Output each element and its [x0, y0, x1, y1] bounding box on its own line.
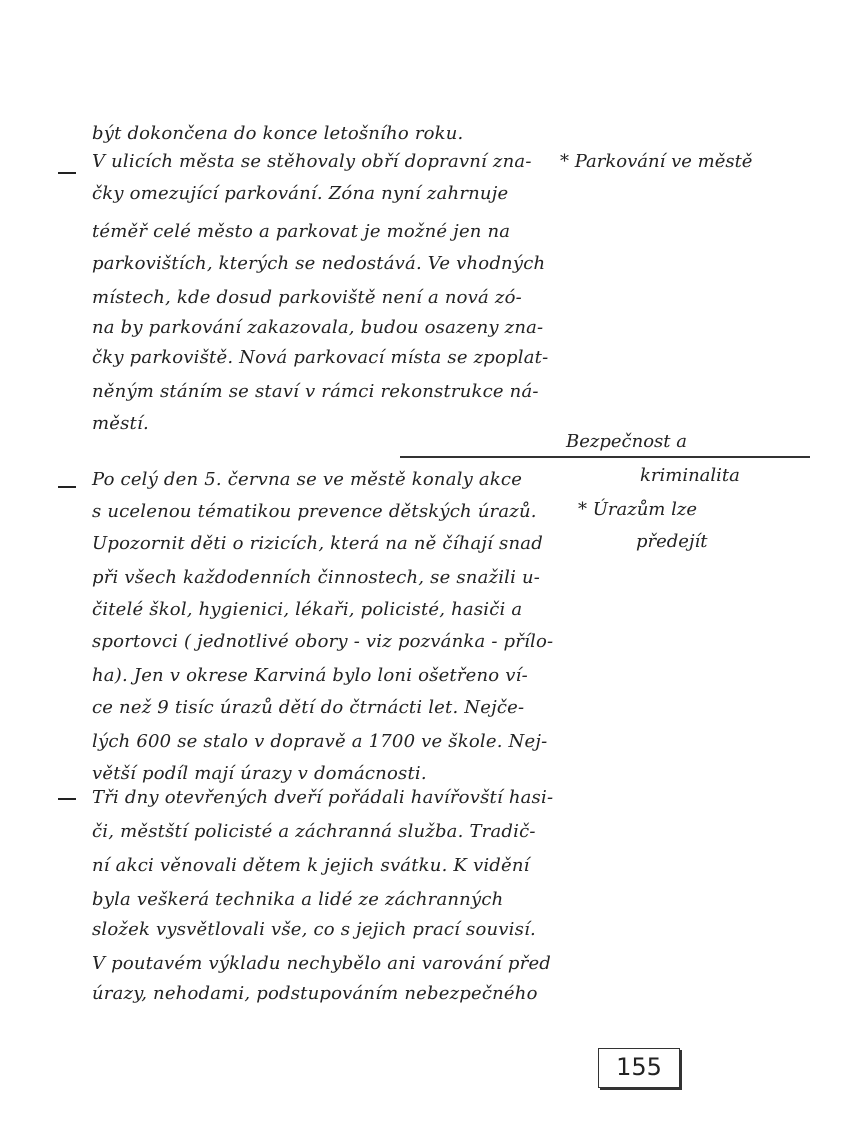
text-line: čky omezující parkování. Zóna nyní zahrnuje: [92, 183, 509, 204]
text-line: městí.: [92, 413, 149, 434]
text-line: téměř celé město a parkovat je možné jen na: [92, 221, 511, 242]
text-line: V poutavém výkladu nechybělo ani varování před: [92, 953, 552, 974]
text-line: lých 600 se stalo v dopravě a 1700 ve škole. Nej-: [92, 731, 548, 752]
text-line: byla veškerá technika a lidé ze záchranných: [92, 889, 504, 910]
text-line: či, městští policisté a záchranná služba. Tradič-: [92, 821, 536, 842]
text-line: čky parkoviště. Nová parkovací místa se zpoplat-: [92, 347, 549, 368]
text-line: ha). Jen v okrese Karviná bylo loni ošetřeno ví-: [92, 665, 528, 686]
text-line: Upozornit děti o rizicích, která na ně číhají snad: [92, 533, 543, 554]
section-heading: kriminalita: [640, 465, 740, 486]
text-line: s ucelenou tématikou prevence dětských úrazů.: [92, 501, 537, 522]
margin-note: * Úrazům lze: [578, 499, 697, 520]
section-heading: Bezpečnost a: [566, 431, 687, 452]
bullet-dash: [58, 486, 76, 488]
text-line: na by parkování zakazovala, budou osazeny zna-: [92, 317, 544, 338]
margin-note: * Parkování ve městě: [560, 151, 753, 172]
text-line: sportovci ( jednotlivé obory - viz pozvánka - přílo-: [92, 631, 554, 652]
bullet-dash: [58, 172, 76, 174]
bullet-dash: [58, 798, 76, 800]
text-line: úrazy, nehodami, podstupováním nebezpečného: [92, 983, 538, 1004]
text-line: parkovištích, kterých se nedostává. Ve vhodných: [92, 253, 546, 274]
text-line: místech, kde dosud parkoviště není a nová zó-: [92, 287, 522, 308]
text-line: něným stáním se staví v rámci rekonstrukce ná-: [92, 381, 539, 402]
text-line: při všech každodenních činnostech, se snažili u-: [92, 567, 541, 588]
heading-underline: [400, 456, 810, 458]
text-line: Po celý den 5. června se ve městě konaly akce: [92, 469, 523, 490]
page-number-box: [598, 1048, 680, 1088]
margin-note: předejít: [636, 531, 708, 552]
text-line: být dokončena do konce letošního roku.: [92, 123, 464, 144]
text-line: V ulicích města se stěhovaly obří dopravní zna-: [92, 151, 532, 172]
text-line: čitelé škol, hygienici, lékaři, policisté, hasiči a: [92, 599, 523, 620]
text-line: ní akci věnovali dětem k jejich svátku. K vidění: [92, 855, 530, 876]
text-line: Tři dny otevřených dveří pořádali havířovští hasi-: [92, 787, 554, 808]
page-number: 155: [616, 1053, 662, 1081]
text-line: větší podíl mají úrazy v domácnosti.: [92, 763, 427, 784]
text-line: ce než 9 tisíc úrazů dětí do čtrnácti let. Nejče-: [92, 697, 525, 718]
text-line: složek vysvětlovali vše, co s jejich prací souvisí.: [92, 919, 536, 940]
